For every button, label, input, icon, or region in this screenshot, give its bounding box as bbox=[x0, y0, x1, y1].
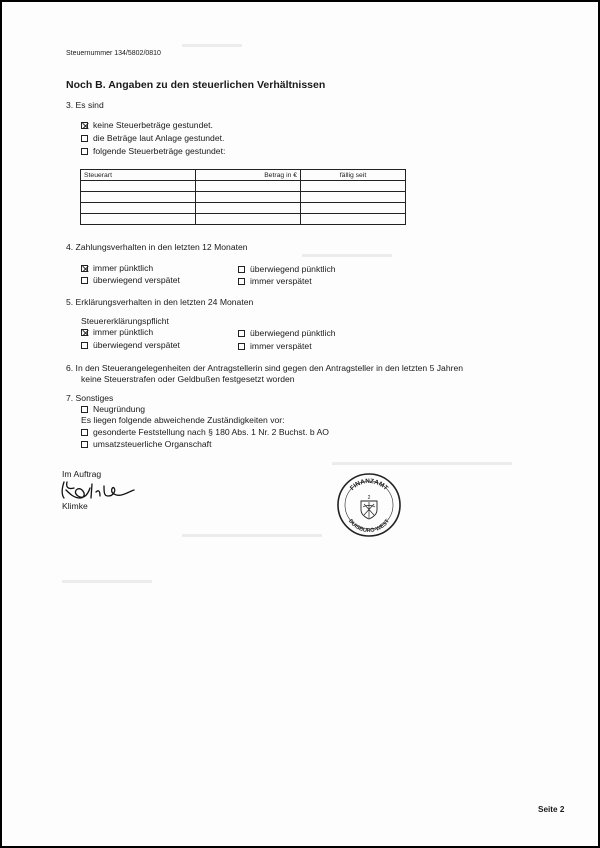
column-header-faellig-seit: fällig seit bbox=[301, 170, 406, 181]
table-cell bbox=[301, 192, 406, 203]
checkbox-icon[interactable] bbox=[238, 330, 245, 337]
bleed-through-mark bbox=[62, 580, 152, 583]
option-organschaft[interactable]: umsatzsteuerliche Organschaft bbox=[81, 439, 211, 450]
option-keine-steuerbetraege[interactable]: keine Steuerbeträge gestundet. bbox=[81, 120, 213, 131]
table-cell bbox=[301, 181, 406, 192]
bleed-through-mark bbox=[332, 462, 512, 465]
table-row bbox=[81, 214, 406, 225]
option-gesonderte-feststellung[interactable]: gesonderte Feststellung nach § 180 Abs. 1 Nr. 2 Buchst. b AO bbox=[81, 427, 329, 438]
section-6-line-1: 6. In den Steuerangelegenheiten der Antragstellerin sind gegen den Antragsteller in den letzten 5 Jahren bbox=[66, 363, 464, 373]
im-auftrag-label: Im Auftrag bbox=[62, 469, 102, 479]
option-zahlung-ueberwiegend-verspaetet[interactable]: überwiegend verspätet bbox=[81, 275, 180, 286]
tax-number: Steuernummer 134/5802/0810 bbox=[66, 50, 161, 57]
official-stamp bbox=[336, 472, 402, 538]
table-cell bbox=[301, 203, 406, 214]
option-folgende-steuerbetraege[interactable]: folgende Steuerbeträge gestundet: bbox=[81, 146, 225, 157]
section-3-heading: 3. Es sind bbox=[66, 100, 104, 110]
svg-text:FINANZAMT: FINANZAMT bbox=[348, 477, 390, 492]
option-betraege-laut-anlage[interactable]: die Beträge laut Anlage gestundet. bbox=[81, 133, 224, 144]
option-erklaerung-ueberwiegend-puenktlich[interactable]: überwiegend pünktlich bbox=[238, 328, 336, 339]
table-cell bbox=[196, 181, 301, 192]
section-7-intro: Es liegen folgende abweichende Zuständigkeiten vor: bbox=[81, 415, 285, 425]
option-erklaerung-immer-puenktlich[interactable]: immer pünktlich bbox=[81, 327, 153, 338]
table-cell bbox=[81, 203, 196, 214]
table-cell bbox=[81, 181, 196, 192]
deferred-tax-table bbox=[80, 169, 406, 225]
section-5-heading: 5. Erklärungsverhalten in den letzten 24 Monaten bbox=[66, 297, 254, 307]
page-number: Seite 2 bbox=[538, 805, 565, 814]
option-zahlung-ueberwiegend-puenktlich[interactable]: überwiegend pünktlich bbox=[238, 264, 336, 275]
section-7-heading: 7. Sonstiges bbox=[66, 393, 114, 403]
checkbox-icon[interactable] bbox=[81, 406, 88, 413]
section-4-heading: 4. Zahlungsverhalten in den letzten 12 Monaten bbox=[66, 242, 248, 252]
checkbox-checked-icon[interactable] bbox=[81, 122, 88, 129]
checkbox-icon[interactable] bbox=[81, 148, 88, 155]
table-cell bbox=[196, 214, 301, 225]
option-erklaerung-immer-verspaetet[interactable]: immer verspätet bbox=[238, 341, 312, 352]
table-cell bbox=[81, 192, 196, 203]
checkbox-icon[interactable] bbox=[81, 342, 88, 349]
bleed-through-mark bbox=[302, 254, 392, 257]
checkbox-icon[interactable] bbox=[81, 441, 88, 448]
column-header-steuerart: Steuerart bbox=[81, 170, 196, 181]
page-title: Noch B. Angaben zu den steuerlichen Verhältnissen bbox=[66, 79, 326, 91]
table-row bbox=[81, 181, 406, 192]
checkbox-checked-icon[interactable] bbox=[81, 265, 88, 272]
svg-text:DUISBURG-WEST: DUISBURG-WEST bbox=[347, 518, 391, 535]
table-cell bbox=[196, 192, 301, 203]
checkbox-checked-icon[interactable] bbox=[81, 329, 88, 336]
option-zahlung-immer-puenktlich[interactable]: immer pünktlich bbox=[81, 263, 153, 274]
table-row bbox=[81, 192, 406, 203]
table-row bbox=[81, 203, 406, 214]
table-header-row bbox=[81, 170, 406, 181]
section-6-line-2: keine Steuerstrafen oder Geldbußen festgesetzt worden bbox=[81, 374, 295, 384]
table-cell bbox=[81, 214, 196, 225]
checkbox-icon[interactable] bbox=[81, 277, 88, 284]
svg-text:2: 2 bbox=[367, 495, 371, 501]
table-cell bbox=[196, 203, 301, 214]
table-cell bbox=[301, 214, 406, 225]
bleed-through-mark bbox=[182, 534, 322, 537]
column-header-betrag: Betrag in € bbox=[196, 170, 301, 181]
checkbox-icon[interactable] bbox=[238, 278, 245, 285]
checkbox-icon[interactable] bbox=[81, 135, 88, 142]
bleed-through-mark bbox=[182, 44, 242, 47]
checkbox-icon[interactable] bbox=[238, 266, 245, 273]
checkbox-icon[interactable] bbox=[238, 343, 245, 350]
option-erklaerung-ueberwiegend-verspaetet[interactable]: überwiegend verspätet bbox=[81, 340, 180, 351]
section-5-sublabel: Steuererklärungspflicht bbox=[81, 316, 169, 326]
checkbox-icon[interactable] bbox=[81, 429, 88, 436]
option-zahlung-immer-verspaetet[interactable]: immer verspätet bbox=[238, 276, 312, 287]
option-neugruendung[interactable]: Neugründung bbox=[81, 404, 145, 415]
signer-name: Klimke bbox=[62, 501, 88, 511]
